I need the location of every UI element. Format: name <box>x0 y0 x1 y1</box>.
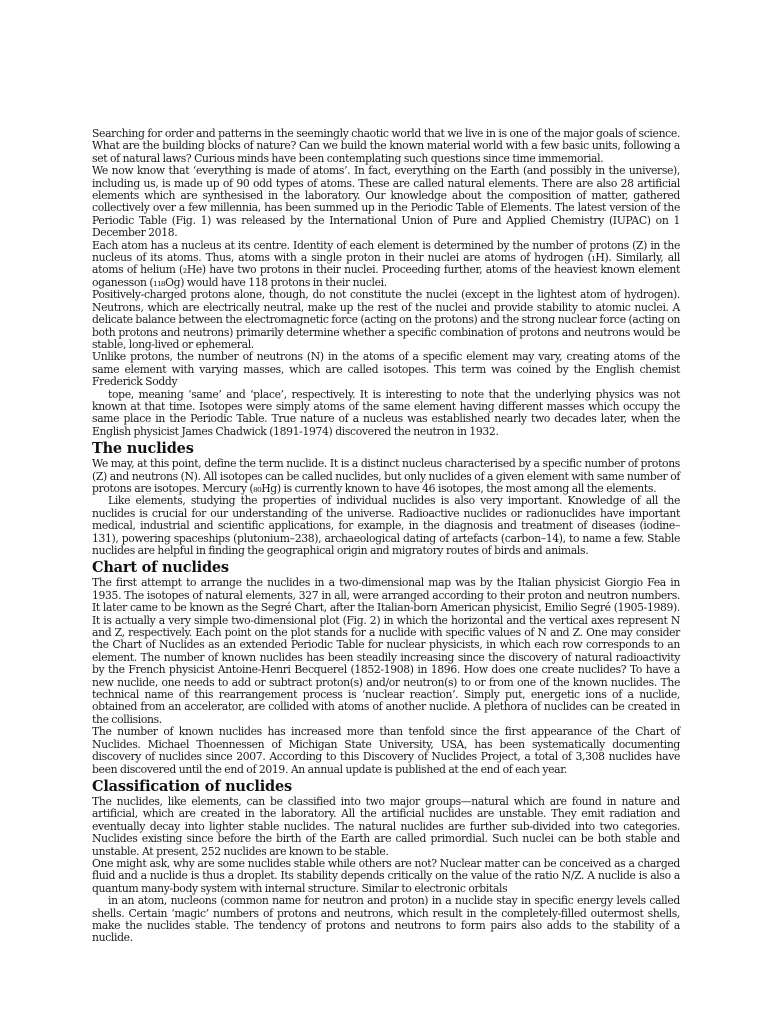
intro-paragraph-1: Searching for order and patterns in the seemingly chaotic world that we live in is one of the major goals of science. What are the building blocks of nature? Can we build the known material world with a few basic units, following a set of natural laws? Curious minds have been contemplating such questions since time immemorial. <box>92 127 680 165</box>
chart-paragraph-1: The first attempt to arrange the nuclides in a two-dimensional map was by the Italian physicist Giorgio Fea in 1935. The isotopes of natural elements, 327 in all, were arranged according to their proton and neutron numbers. It later came to be known as the Segré Chart, after the Italian-born American physicist, Emilio Segré (1905-1989). It is actually a very simple two-dimensional plot (Fig. 2) in which the horizontal and the vertical axes represent N and Z, respectively. Each point on the plot stands for a nuclide with specific values of N and Z. One may consider the Chart of Nuclides as an extended Periodic Table for nuclear physicists, in which each row corresponds to an element. The number of known nuclides has been steadily increasing since the discovery of natural radioactivity by the French physicist Antoine-Henri Becquerel (1852-1908) in 1896. How does one create nuclides? To have a new nuclide, one needs to add or subtract proton(s) and/or neutron(s) to or from one of the known nuclides. The technical name of this rearrangement process is ‘nuclear reaction’. Simply put, energetic ions of a nuclide, obtained from an accelerator, are collided with atoms of another nuclide. A plethora of nuclides can be created in the collisions. <box>92 576 680 726</box>
classification-paragraph-1: The nuclides, like elements, can be classified into two major groups—natural which are found in nature and artificial, which are created in the laboratory. All the artificial nuclides are unstable. They emit radiation and eventually decay into lighter stable nuclides. The natural nuclides are further sub-divided into two categories. Nuclides existing since before the birth of the Earth are called primordial. Such nuclei can be both stable and unstable. At present, 252 nuclides are known to be stable. <box>92 794 680 858</box>
intro-paragraph-4: Positively-charged protons alone, though, do not constitute the nuclei (except in the lightest atom of hydrogen). Neutrons, which are electrically neutral, make up the rest of the nuclei and provide stability to atomic nuclei. A delicate balance between the electromagnetic force (acting on the protons) and the strong nuclear force (acting on both protons and neutrons) primarily determine whether a specific combination of protons and neutrons would be stable, long-lived or ephemeral. <box>92 288 680 351</box>
chart-paragraph-2: The number of known nuclides has increased more than tenfold since the first appearance of the Chart of Nuclides. Michael Thoennessen of Michigan State University, USA, has been systematically documenting discovery of nuclides since 2007. According to this Discovery of Nuclides Project, a total of 3,308 nuclides have been discovered until the end of 2019. An annual update is published at the end of each year. <box>92 725 680 776</box>
nuclides-paragraph-1: We may, at this point, define the term nuclide. It is a distinct nucleus characterised by a specific number of protons (Z) and neutrons (N). All isotopes can be called nuclides, but only nuclides of a given element with same number of protons are isotopes. Mercury (₈₀Hg) is currently known to have 46 isotopes, the most among all the elements. <box>92 457 680 495</box>
heading-classification: Classification of nuclides <box>92 777 292 795</box>
heading-nuclides: The nuclides <box>92 440 194 458</box>
heading-chart-of-nuclides: Chart of nuclides <box>92 559 229 577</box>
classification-paragraph-3: in an atom, nucleons (common name for neutron and proton) in a nuclide stay in specific energy levels called shells. Certain ‘magic’ numbers of protons and neutrons, which result in the completely-filled outermost shells, make the nuclides stable. The tendency of protons and neutrons to form pairs also adds to the stability of a nuclide. <box>92 894 680 945</box>
intro-paragraph-6: tope, meaning ‘same’ and ‘place’, respectively. It is interesting to note that the underlying physics was not known at that time. Isotopes were simply atoms of the same element having different masses which occupy the same place in the Periodic Table. True nature of a nucleus was established nearly two decades later, when the English physicist James Chadwick (1891-1974) discovered the neutron in 1932. <box>92 387 680 438</box>
intro-paragraph-5: Unlike protons, the number of neutrons (N) in the atoms of a specific element may vary, creating atoms of the same element with varying masses, which are called isotopes. This term was coined by the English chemist Frederick Soddy <box>92 350 680 389</box>
intro-paragraph-3: Each atom has a nucleus at its centre. Identity of each element is determined by the number of protons (Z) in the nucleus of its atoms. Thus, atoms with a single proton in their nuclei are atoms of hydrogen (₁H). Similarly, all atoms of helium (₂He) have two protons in their nuclei. Proceeding further, atoms of the heaviest known element oganesson (₁₁₈Og) would have 118 protons in their nuclei. <box>92 238 680 289</box>
nuclides-paragraph-2: Like elements, studying the properties of individual nuclides is also very important. Knowledge of all the nuclides is crucial for our understanding of the universe. Radioactive nuclides or radionuclides have important medical, industrial and scientific applications, for example, in the diagnosis and treatment of diseases (iodine–131), powering spaceships (plutonium–238), archaeological dating of artefacts (carbon–14), to name a few. Stable nuclides are helpful in finding the geographical origin and migratory routes of birds and animals. <box>92 494 680 557</box>
article-page <box>92 128 680 945</box>
classification-paragraph-2: One might ask, why are some nuclides stable while others are not? Nuclear matter can be conceived as a charged fluid and a nuclide is thus a droplet. Its stability depends critically on the value of the ratio N/Z. A nuclide is also a quantum many-body system with internal structure. Similar to electronic orbitals <box>92 856 680 895</box>
intro-paragraph-2: We now know that ‘everything is made of atoms’. In fact, everything on the Earth (and possibly in the universe), including us, is made up of 90 odd types of atoms. These are called natural elements. There are also 28 artificial elements which are synthesised in the laboratory. Our knowledge about the composition of matter, gathered collectively over a few millennia, has been summed up in the Periodic Table of Elements. The latest version of the Periodic Table (Fig. 1) was released by the International Union of Pure and Applied Chemistry (IUPAC) on 1 December 2018. <box>92 164 680 240</box>
